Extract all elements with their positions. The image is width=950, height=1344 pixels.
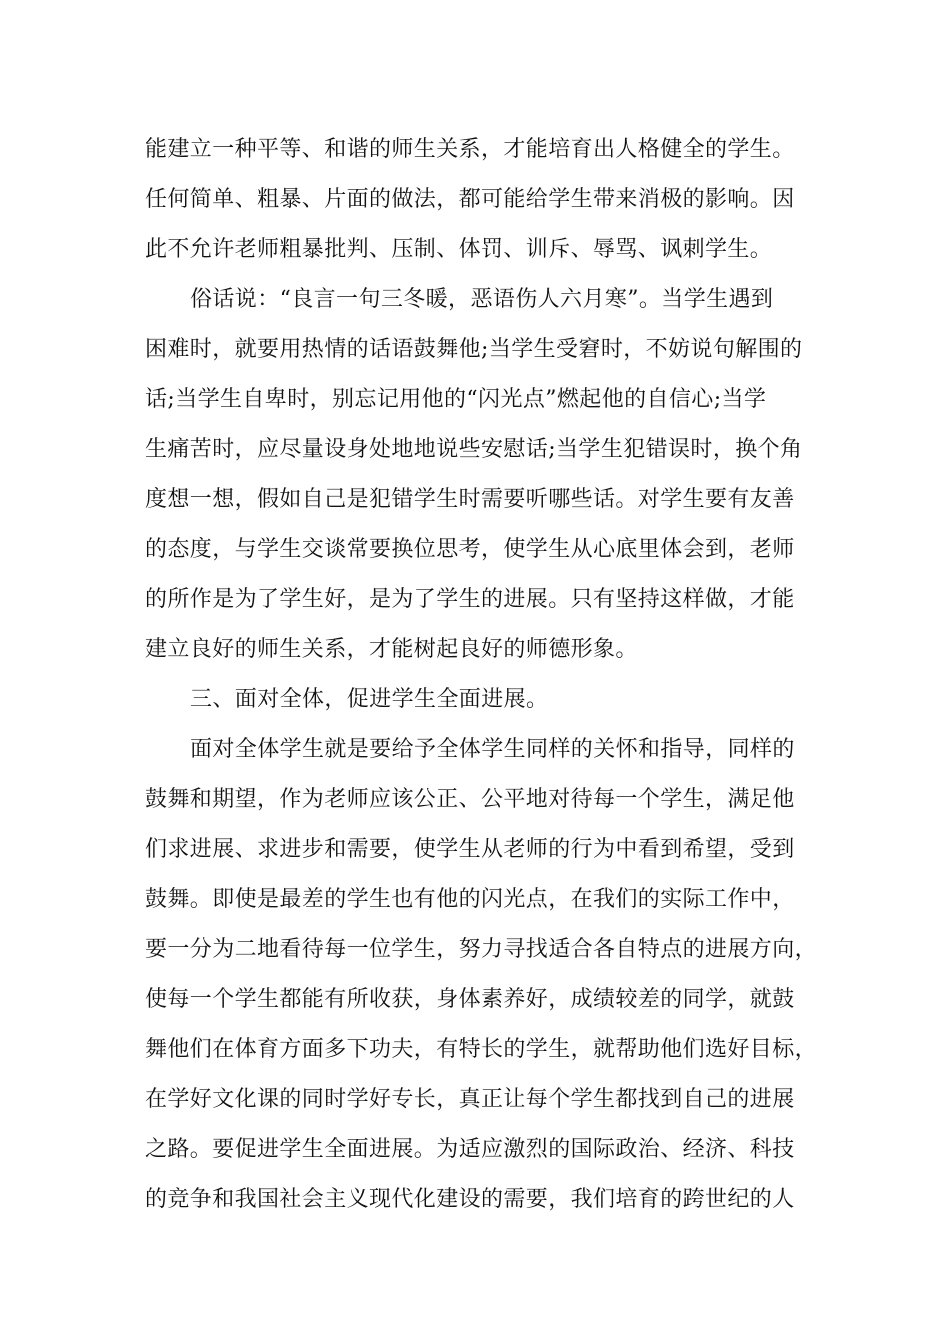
text-line: 能建立一种平等、和谐的师生关系，才能培育出人格健全的学生。: [145, 137, 795, 162]
text-line: 的态度，与学生交谈常要换位思考，使学生从心底里体会到，老师: [145, 537, 795, 562]
text-line: 任何简单、粗暴、片面的做法，都可能给学生带来消极的影响。因: [145, 187, 795, 212]
text-line: 舞他们在体育方面多下功夫，有特长的学生，就帮助他们选好目标，: [145, 1037, 818, 1062]
text-line: 困难时，就要用热情的话语鼓舞他;当学生受窘时，不妨说句解围的: [145, 337, 803, 362]
text-line: 们求进展、求进步和需要，使学生从老师的行为中看到希望，受到: [145, 837, 795, 862]
text-line: 鼓舞。即使是最差的学生也有他的闪光点，在我们的实际工作中，: [145, 887, 795, 912]
text-line: 话;当学生自卑时，别忘记用他的“闪光点”燃起他的自信心;当学: [145, 387, 767, 412]
text-line: 建立良好的师生关系，才能树起良好的师德形象。: [145, 637, 638, 662]
text-line: 此不允许老师粗暴批判、压制、体罚、训斥、辱骂、讽刺学生。: [145, 237, 773, 262]
section-heading: 三、面对全体，促进学生全面进展。: [190, 687, 549, 712]
text-line: 生痛苦时，应尽量设身处地地说些安慰话;当学生犯错误时，换个角: [145, 437, 803, 462]
paragraph-first-line: 俗话说：“良言一句三冬暖，恶语伤人六月寒”。当学生遇到: [190, 287, 774, 312]
text-line: 要一分为二地看待每一位学生，努力寻找适合各自特点的进展方向，: [145, 937, 818, 962]
text-line: 使每一个学生都能有所收获，身体素养好，成绩较差的同学，就鼓: [145, 987, 795, 1012]
text-line: 在学好文化课的同时学好专长，真正让每个学生都找到自己的进展: [145, 1087, 795, 1112]
paragraph-first-line: 面对全体学生就是要给予全体学生同样的关怀和指导，同样的: [190, 737, 795, 762]
text-line: 之路。要促进学生全面进展。为适应激烈的国际政治、经济、科技: [145, 1137, 795, 1162]
text-line: 度想一想，假如自己是犯错学生时需要听哪些话。对学生要有友善: [145, 487, 795, 512]
text-line: 鼓舞和期望，作为老师应该公正、公平地对待每一个学生，满足他: [145, 787, 795, 812]
text-line: 的竞争和我国社会主义现代化建设的需要，我们培育的跨世纪的人: [145, 1187, 795, 1212]
text-line: 的所作是为了学生好，是为了学生的进展。只有坚持这样做，才能: [145, 587, 795, 612]
